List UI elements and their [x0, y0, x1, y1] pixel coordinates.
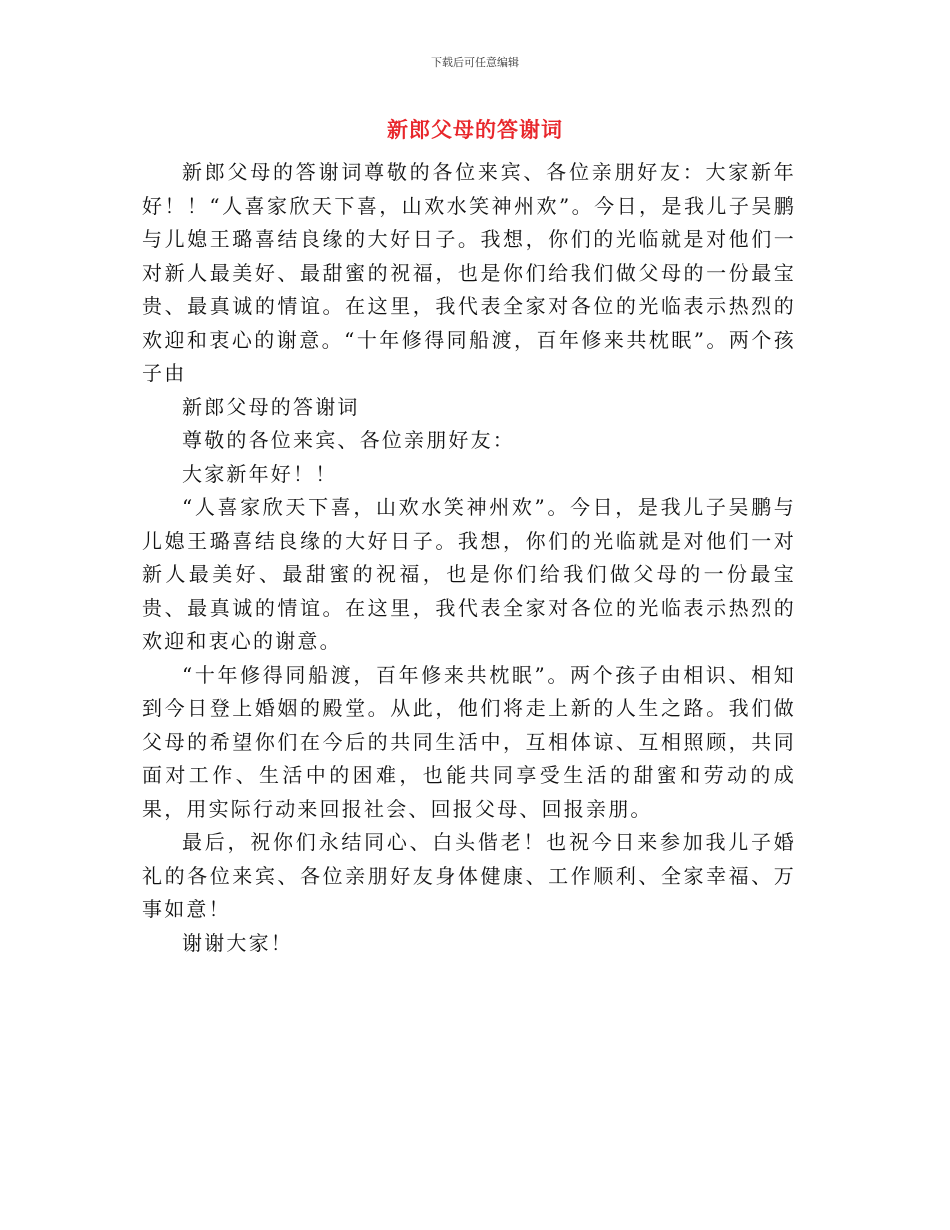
- paragraph-wishes-to-couple: “十年修得同船渡，百年修来共枕眠”。两个孩子由相识、相知到今日登上婚姻的殿堂。从此，他们将走上新的人生之路。我们做父母的希望你们在今后的共同生活中，互相体谅、互相照顾，共同面对工作、生活中的困难，也能共同享受生活的甜蜜和劳动的成果，用实际行动来回报社会、回报父母、回报亲朋。: [142, 662, 796, 821]
- paragraph-salutation: 尊敬的各位来宾、各位亲朋好友：: [182, 428, 515, 452]
- paragraph-heading-repeat: 新郎父母的答谢词: [182, 394, 360, 419]
- header-note: 下载后可任意编辑: [431, 56, 519, 69]
- paragraph-greeting: 大家新年好！！: [182, 461, 338, 486]
- paragraph-intro-run-on: 新郎父母的答谢词尊敬的各位来宾、各位亲朋好友：大家新年好！！“人喜家欣天下喜，山欢水笑神州欢”。今日，是我儿子吴鹏与儿媳王璐喜结良缘的大好日子。我想，你们的光临就是对他们一对新人最美好、最甜蜜的祝福，也是你们给我们做父母的一份最宝贵、最真诚的情谊。在这里，我代表全家对各位的光临表示热烈的欢迎和衷心的谢意。“十年修得同船渡，百年修来共枕眠”。两个孩子由: [142, 160, 796, 385]
- paragraph-thanks: 谢谢大家！: [182, 930, 293, 955]
- paragraph-closing-blessing: 最后，祝你们永结同心、白头偕老！也祝今日来参加我儿子婚礼的各位来宾、各位亲朋好友身体健康、工作顺利、全家幸福、万事如意！: [142, 830, 796, 921]
- document-body: [142, 156, 796, 960]
- document-title: 新郎父母的答谢词: [387, 117, 563, 142]
- paragraph-welcome: “人喜家欣天下喜，山欢水笑神州欢”。今日，是我儿子吴鹏与儿媳王璐喜结良缘的大好日子。我想，你们的光临就是对他们一对新人最美好、最甜蜜的祝福，也是你们给我们做父母的一份最宝贵、最真诚的情谊。在这里，我代表全家对各位的光临表示热烈的欢迎和衷心的谢意。: [142, 495, 796, 653]
